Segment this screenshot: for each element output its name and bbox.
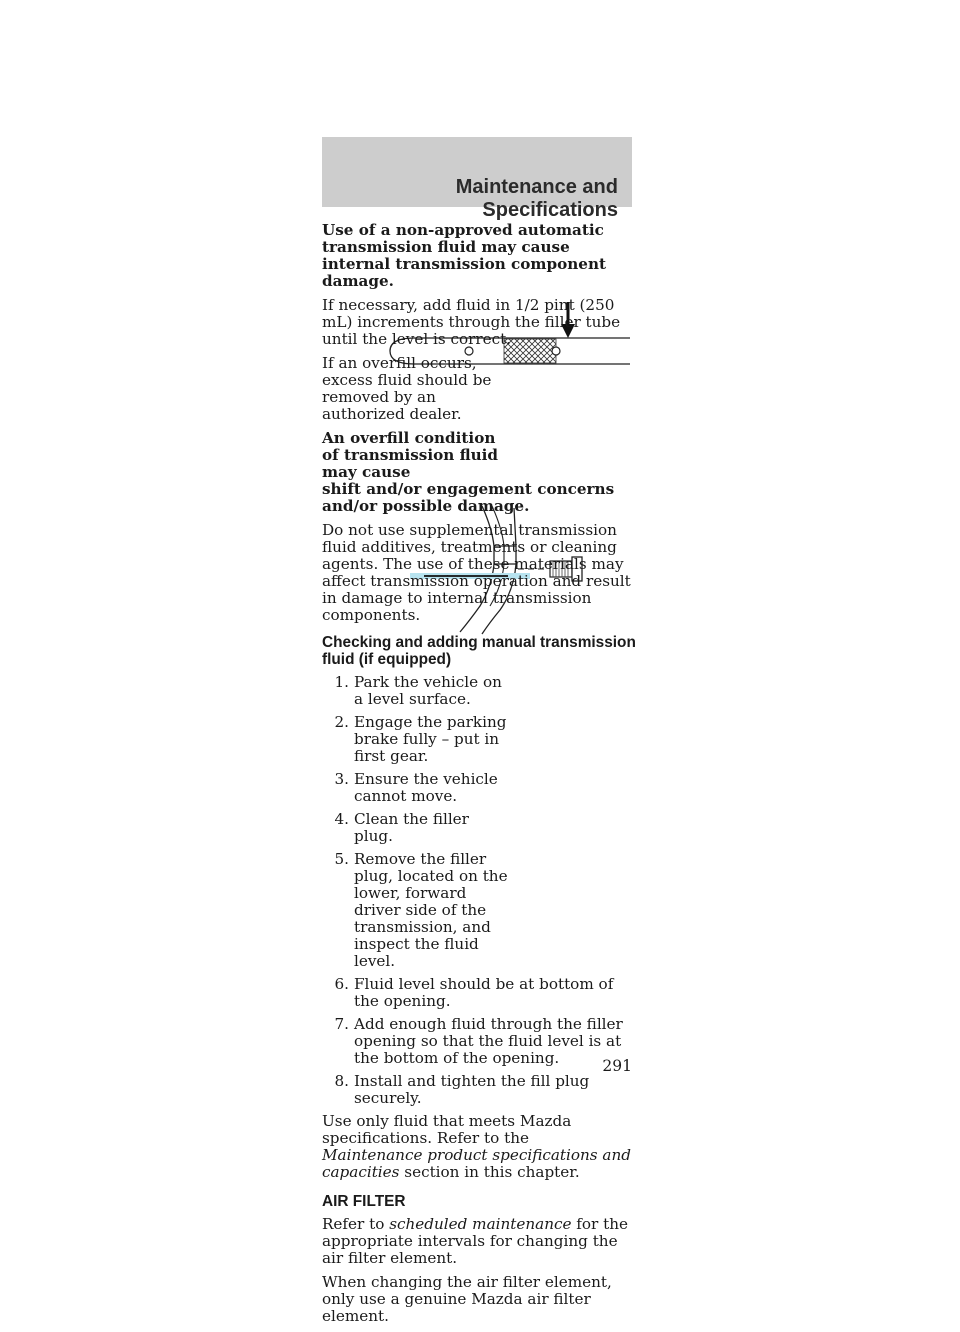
additives-paragraph: Do not use supplemental transmission fluid additives, treatments or cleaning agents. The use of these materials may affect transmission operation and result in damage to internal transmission components. — [322, 521, 631, 624]
list-item: 7. Add enough fluid through the filler opening so that the fluid level is at the bottom of the opening. — [334, 1015, 623, 1067]
page-number: 291 — [602, 1057, 632, 1075]
air-filter-interval-paragraph: Refer to scheduled maintenance for the appropriate intervals for changing the air filter element. — [322, 1215, 629, 1267]
list-item: 6. Fluid level should be at bottom of the opening. — [334, 975, 614, 1010]
list-item: 1. Park the vehicle on a level surface. — [334, 673, 502, 708]
warning-non-approved-fluid: Use of a non-approved automatic transmission fluid may cause internal transmission component damage. — [322, 221, 607, 290]
mazda-spec-paragraph: Use only fluid that meets Mazda specifications. Refer to the Maintenance product specifications and capacities section in this chapter. — [322, 1112, 631, 1181]
add-fluid-paragraph: If necessary, add fluid in 1/2 pint (250 mL) increments through the filler tube until the level is correct. — [322, 296, 621, 348]
warning-overfill-line2: shift and/or engagement concerns and/or possible damage. — [322, 480, 615, 515]
list-item: 3. Ensure the vehicle cannot move. — [334, 770, 498, 805]
list-item: 8. Install and tighten the fill plug securely. — [334, 1072, 590, 1107]
list-item: 2. Engage the parking brake fully – put in first gear. — [334, 713, 507, 765]
air-filter-genuine-paragraph: When changing the air filter element, only use a genuine Mazda air filter element. — [322, 1273, 612, 1325]
overfill-paragraph: If an overfill occurs, excess fluid should be removed by an authorized dealer. — [322, 354, 492, 423]
warning-overfill-line1: An overfill condition of transmission fluid may cause — [322, 429, 499, 481]
maintenance-specs-reference: Maintenance product specifications and capacities — [322, 1146, 631, 1181]
air-filter-heading: AIR FILTER — [322, 1193, 406, 1210]
warning-overfill — [322, 430, 642, 515]
list-item: 4. Clean the filler plug. — [334, 810, 469, 845]
manual-transmission-steps — [322, 674, 642, 1107]
page-header-title: Maintenance and Specifications — [455, 176, 618, 221]
scheduled-maintenance-reference: scheduled maintenance — [389, 1215, 572, 1233]
page-content — [322, 222, 642, 1332]
manual-transmission-heading: Checking and adding manual transmission fluid (if equipped) — [322, 634, 636, 668]
list-item: 5. Remove the filler plug, located on the lower, forward driver side of the transmission, and inspect the fluid level. — [334, 850, 508, 970]
